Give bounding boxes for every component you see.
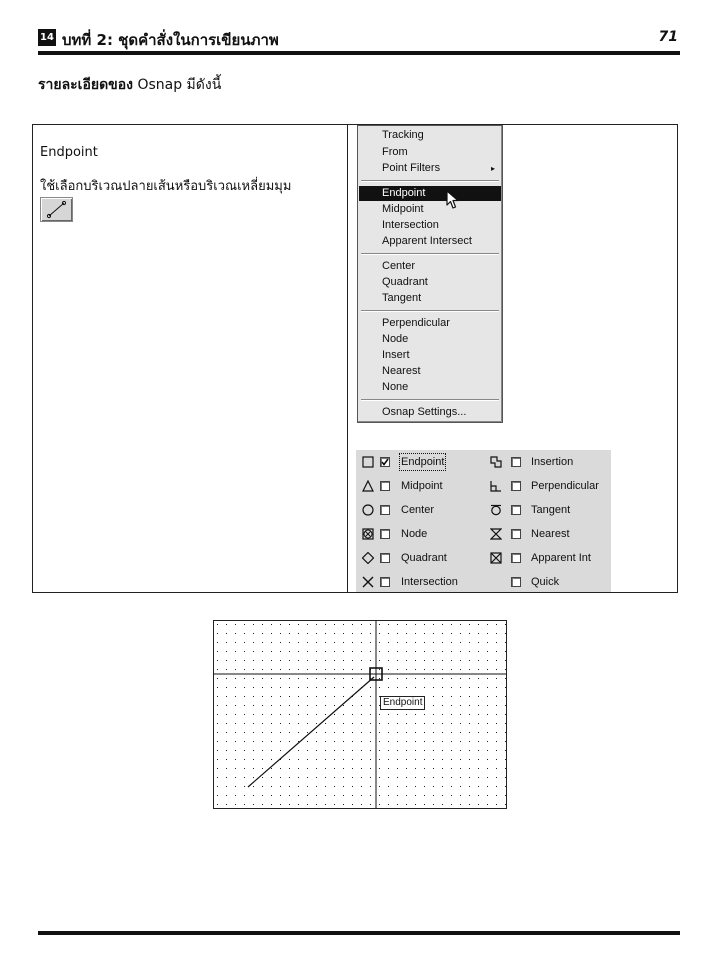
endpoint-marker-icon (362, 456, 374, 468)
osnap-row-apparent-int (490, 550, 610, 566)
menu-item-apparent-intersect[interactable]: Apparent Intersect (382, 235, 472, 247)
header-rule (38, 51, 680, 55)
osnap-row-insertion (490, 454, 610, 470)
menu-item-tracking[interactable]: Tracking (382, 129, 424, 141)
osnap-row-endpoint (356, 454, 484, 470)
midpoint-label: Midpoint (401, 480, 443, 492)
dot-grid (214, 621, 506, 808)
chapter-logo: 14 (38, 29, 56, 46)
subtitle-prefix: รายละเอียดของ (38, 77, 133, 93)
osnap-row-midpoint (356, 478, 484, 494)
osnap-row-center (356, 502, 484, 518)
nearest-label: Nearest (531, 528, 570, 540)
drawing-canvas (214, 621, 506, 808)
osnap-row-nearest (490, 526, 610, 542)
apparent-int-label: Apparent Int (531, 552, 591, 564)
footer-rule (38, 931, 680, 935)
apparent-int-marker-icon (490, 552, 502, 564)
content-frame (32, 124, 678, 593)
endpoint-checkbox[interactable] (380, 457, 390, 467)
osnap-row-quadrant (356, 550, 484, 566)
menu-separator (361, 253, 499, 255)
menu-separator (361, 180, 499, 182)
drawing-area[interactable] (213, 620, 507, 809)
menu-item-endpoint[interactable]: Endpoint (359, 186, 501, 201)
insertion-checkbox[interactable] (511, 457, 521, 467)
center-marker-icon (362, 504, 374, 516)
intersection-marker-icon (362, 576, 374, 588)
node-marker-icon (362, 528, 374, 540)
quick-label: Quick (531, 576, 560, 588)
perpendicular-label: Perpendicular (531, 480, 599, 492)
page-number: 71 (658, 29, 678, 45)
endpoint-tool-button[interactable] (40, 197, 73, 222)
osnap-row-quick (490, 574, 610, 590)
endpoint-description: ใช้เลือกบริเวณปลายเส้นหรือบริเวณเหลี่ยมมุม (40, 179, 292, 194)
quadrant-label: Quadrant (401, 552, 447, 564)
menu-item-insert[interactable]: Insert (382, 349, 410, 361)
subtitle-rest: Osnap มีดังนี้ (133, 77, 222, 93)
menu-item-midpoint[interactable]: Midpoint (382, 203, 424, 215)
midpoint-checkbox[interactable] (380, 481, 390, 491)
quick-checkbox[interactable] (511, 577, 521, 587)
insertion-label: Insertion (531, 456, 574, 468)
insertion-marker-icon (490, 456, 502, 468)
mouse-pointer-icon (446, 190, 460, 210)
menu-item-none[interactable]: None (382, 381, 409, 393)
perpendicular-checkbox[interactable] (511, 481, 521, 491)
endpoint-label: Endpoint (401, 456, 445, 468)
node-checkbox[interactable] (380, 529, 390, 539)
nearest-checkbox[interactable] (511, 529, 521, 539)
menu-item-osnap-settings[interactable]: Osnap Settings... (382, 406, 467, 418)
osnap-row-node (356, 526, 484, 542)
section-subtitle (38, 74, 221, 96)
nearest-marker-icon (490, 528, 502, 540)
perpendicular-marker-icon (490, 480, 502, 492)
osnap-row-intersection (356, 574, 484, 590)
menu-item-quadrant[interactable]: Quadrant (382, 276, 428, 288)
quadrant-checkbox[interactable] (380, 553, 390, 563)
intersection-label: Intersection (401, 576, 458, 588)
osnap-context-menu (357, 125, 503, 423)
tangent-checkbox[interactable] (511, 505, 521, 515)
intersection-checkbox[interactable] (380, 577, 390, 587)
submenu-arrow-icon: ▸ (490, 164, 495, 173)
osnap-row-tangent (490, 502, 610, 518)
menu-item-from[interactable]: From (382, 146, 408, 158)
quadrant-marker-icon (362, 552, 374, 564)
endpoint-title: Endpoint (40, 145, 98, 160)
line-endpoint-icon (41, 198, 72, 221)
frame-divider (347, 125, 348, 592)
menu-item-node[interactable]: Node (382, 333, 409, 345)
menu-item-nearest[interactable]: Nearest (382, 365, 421, 377)
endpoint-tooltip: Endpoint (380, 696, 425, 710)
menu-item-tangent[interactable]: Tangent (382, 292, 422, 304)
node-label: Node (401, 528, 428, 540)
center-checkbox[interactable] (380, 505, 390, 515)
midpoint-marker-icon (362, 480, 374, 492)
apparent-int-checkbox[interactable] (511, 553, 521, 563)
menu-separator (361, 399, 499, 401)
checkmark-icon (381, 458, 389, 466)
menu-item-perpendicular[interactable]: Perpendicular (382, 317, 450, 329)
page-header (38, 28, 680, 50)
tangent-marker-icon (490, 504, 502, 516)
tangent-label: Tangent (531, 504, 571, 516)
menu-item-center[interactable]: Center (382, 260, 416, 272)
menu-item-point-filters[interactable] (359, 161, 501, 176)
menu-item-label: Point Filters (382, 162, 441, 174)
osnap-settings-panel (356, 450, 611, 592)
chapter-title: บทที่ 2: ชุดคำสั่งในการเขียนภาพ (62, 31, 279, 49)
menu-item-intersection[interactable]: Intersection (382, 219, 439, 231)
menu-separator (361, 310, 499, 312)
center-label: Center (401, 504, 435, 516)
osnap-row-perpendicular (490, 478, 610, 494)
